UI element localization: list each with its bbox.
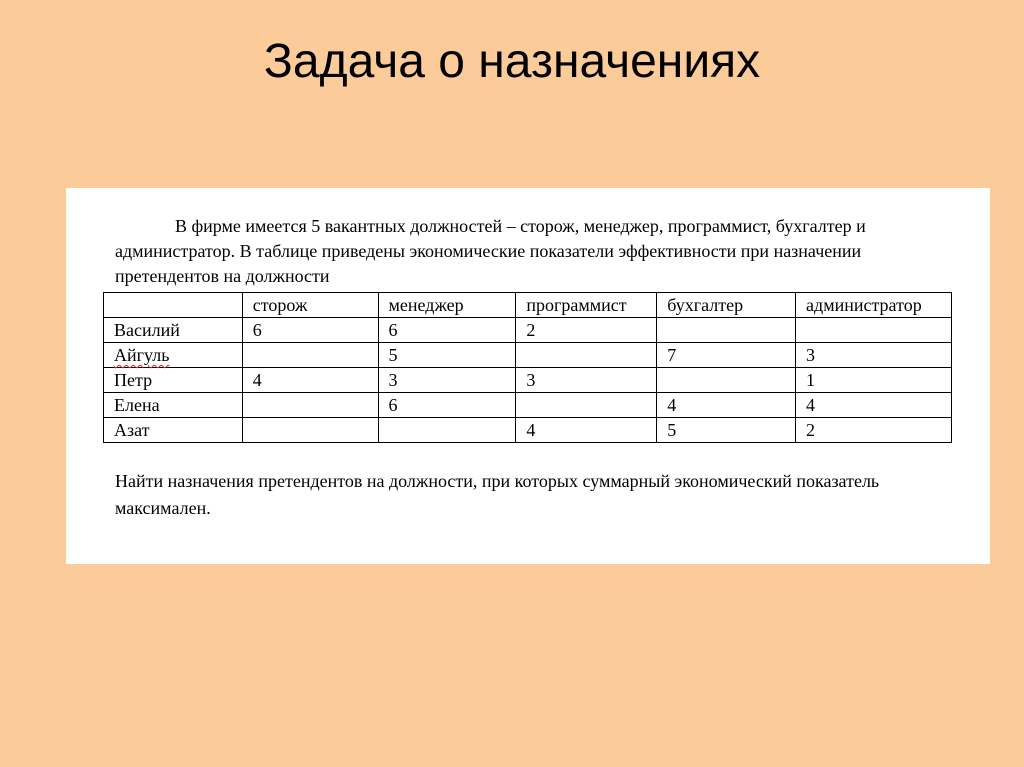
- table-row: [104, 343, 952, 368]
- table-cell: 2: [796, 418, 952, 443]
- table-cell: 2: [516, 318, 657, 343]
- table-cell: [516, 343, 657, 368]
- table-row: [104, 418, 952, 443]
- slide-title: Задача о назначениях: [263, 35, 761, 88]
- table-cell: 6: [242, 318, 378, 343]
- intro-paragraph: [115, 214, 905, 289]
- task-paragraph: Найти назначения претендентов на должности, при которых суммарный экономический показатель максимален.: [115, 471, 880, 518]
- candidate-name-text: Василий: [114, 320, 180, 340]
- header-corner-cell: [104, 293, 243, 318]
- column-header: сторож: [242, 293, 378, 318]
- table-cell: 3: [796, 343, 952, 368]
- table-cell: 1: [796, 368, 952, 393]
- candidate-name: [104, 418, 243, 443]
- table-body: [104, 318, 952, 443]
- table-cell: 5: [378, 343, 516, 368]
- column-header: программист: [516, 293, 657, 318]
- table-cell: [657, 318, 796, 343]
- table-row: [104, 318, 952, 343]
- table-cell: 3: [378, 368, 516, 393]
- table-cell: 6: [378, 318, 516, 343]
- candidate-name: [104, 368, 243, 393]
- table-row: [104, 393, 952, 418]
- table-cell: 7: [657, 343, 796, 368]
- table-cell: 4: [516, 418, 657, 443]
- candidate-name-text: Айгуль: [114, 345, 170, 365]
- table-cell: [378, 418, 516, 443]
- header-row: [104, 293, 952, 318]
- candidate-name: [104, 393, 243, 418]
- table-cell: [242, 418, 378, 443]
- candidate-name-text: Елена: [114, 395, 160, 415]
- column-header: менеджер: [378, 293, 516, 318]
- table-cell: [242, 393, 378, 418]
- candidate-name-text: Азат: [114, 420, 150, 440]
- candidate-name: [104, 343, 243, 368]
- assignment-table: [103, 292, 952, 443]
- table-row: [104, 368, 952, 393]
- table-cell: 5: [657, 418, 796, 443]
- column-header: администратор: [796, 293, 952, 318]
- table-cell: 4: [796, 393, 952, 418]
- column-header: бухгалтер: [657, 293, 796, 318]
- table-header: [104, 293, 952, 318]
- candidate-name-text: Петр: [114, 370, 153, 390]
- table-cell: [796, 318, 952, 343]
- table-cell: 6: [378, 393, 516, 418]
- table-cell: 4: [657, 393, 796, 418]
- intro-text: В фирме имеется 5 вакантных должностей – сторож, менеджер, программист, бухгалтер и администратор. В таблице приведены экономические показатели эффективности при назначении претендентов на должности: [115, 216, 866, 286]
- candidate-name: [104, 318, 243, 343]
- table-cell: 3: [516, 368, 657, 393]
- table-cell: [242, 343, 378, 368]
- table-cell: [657, 368, 796, 393]
- table-cell: [516, 393, 657, 418]
- table-cell: 4: [242, 368, 378, 393]
- document-image: [66, 188, 990, 564]
